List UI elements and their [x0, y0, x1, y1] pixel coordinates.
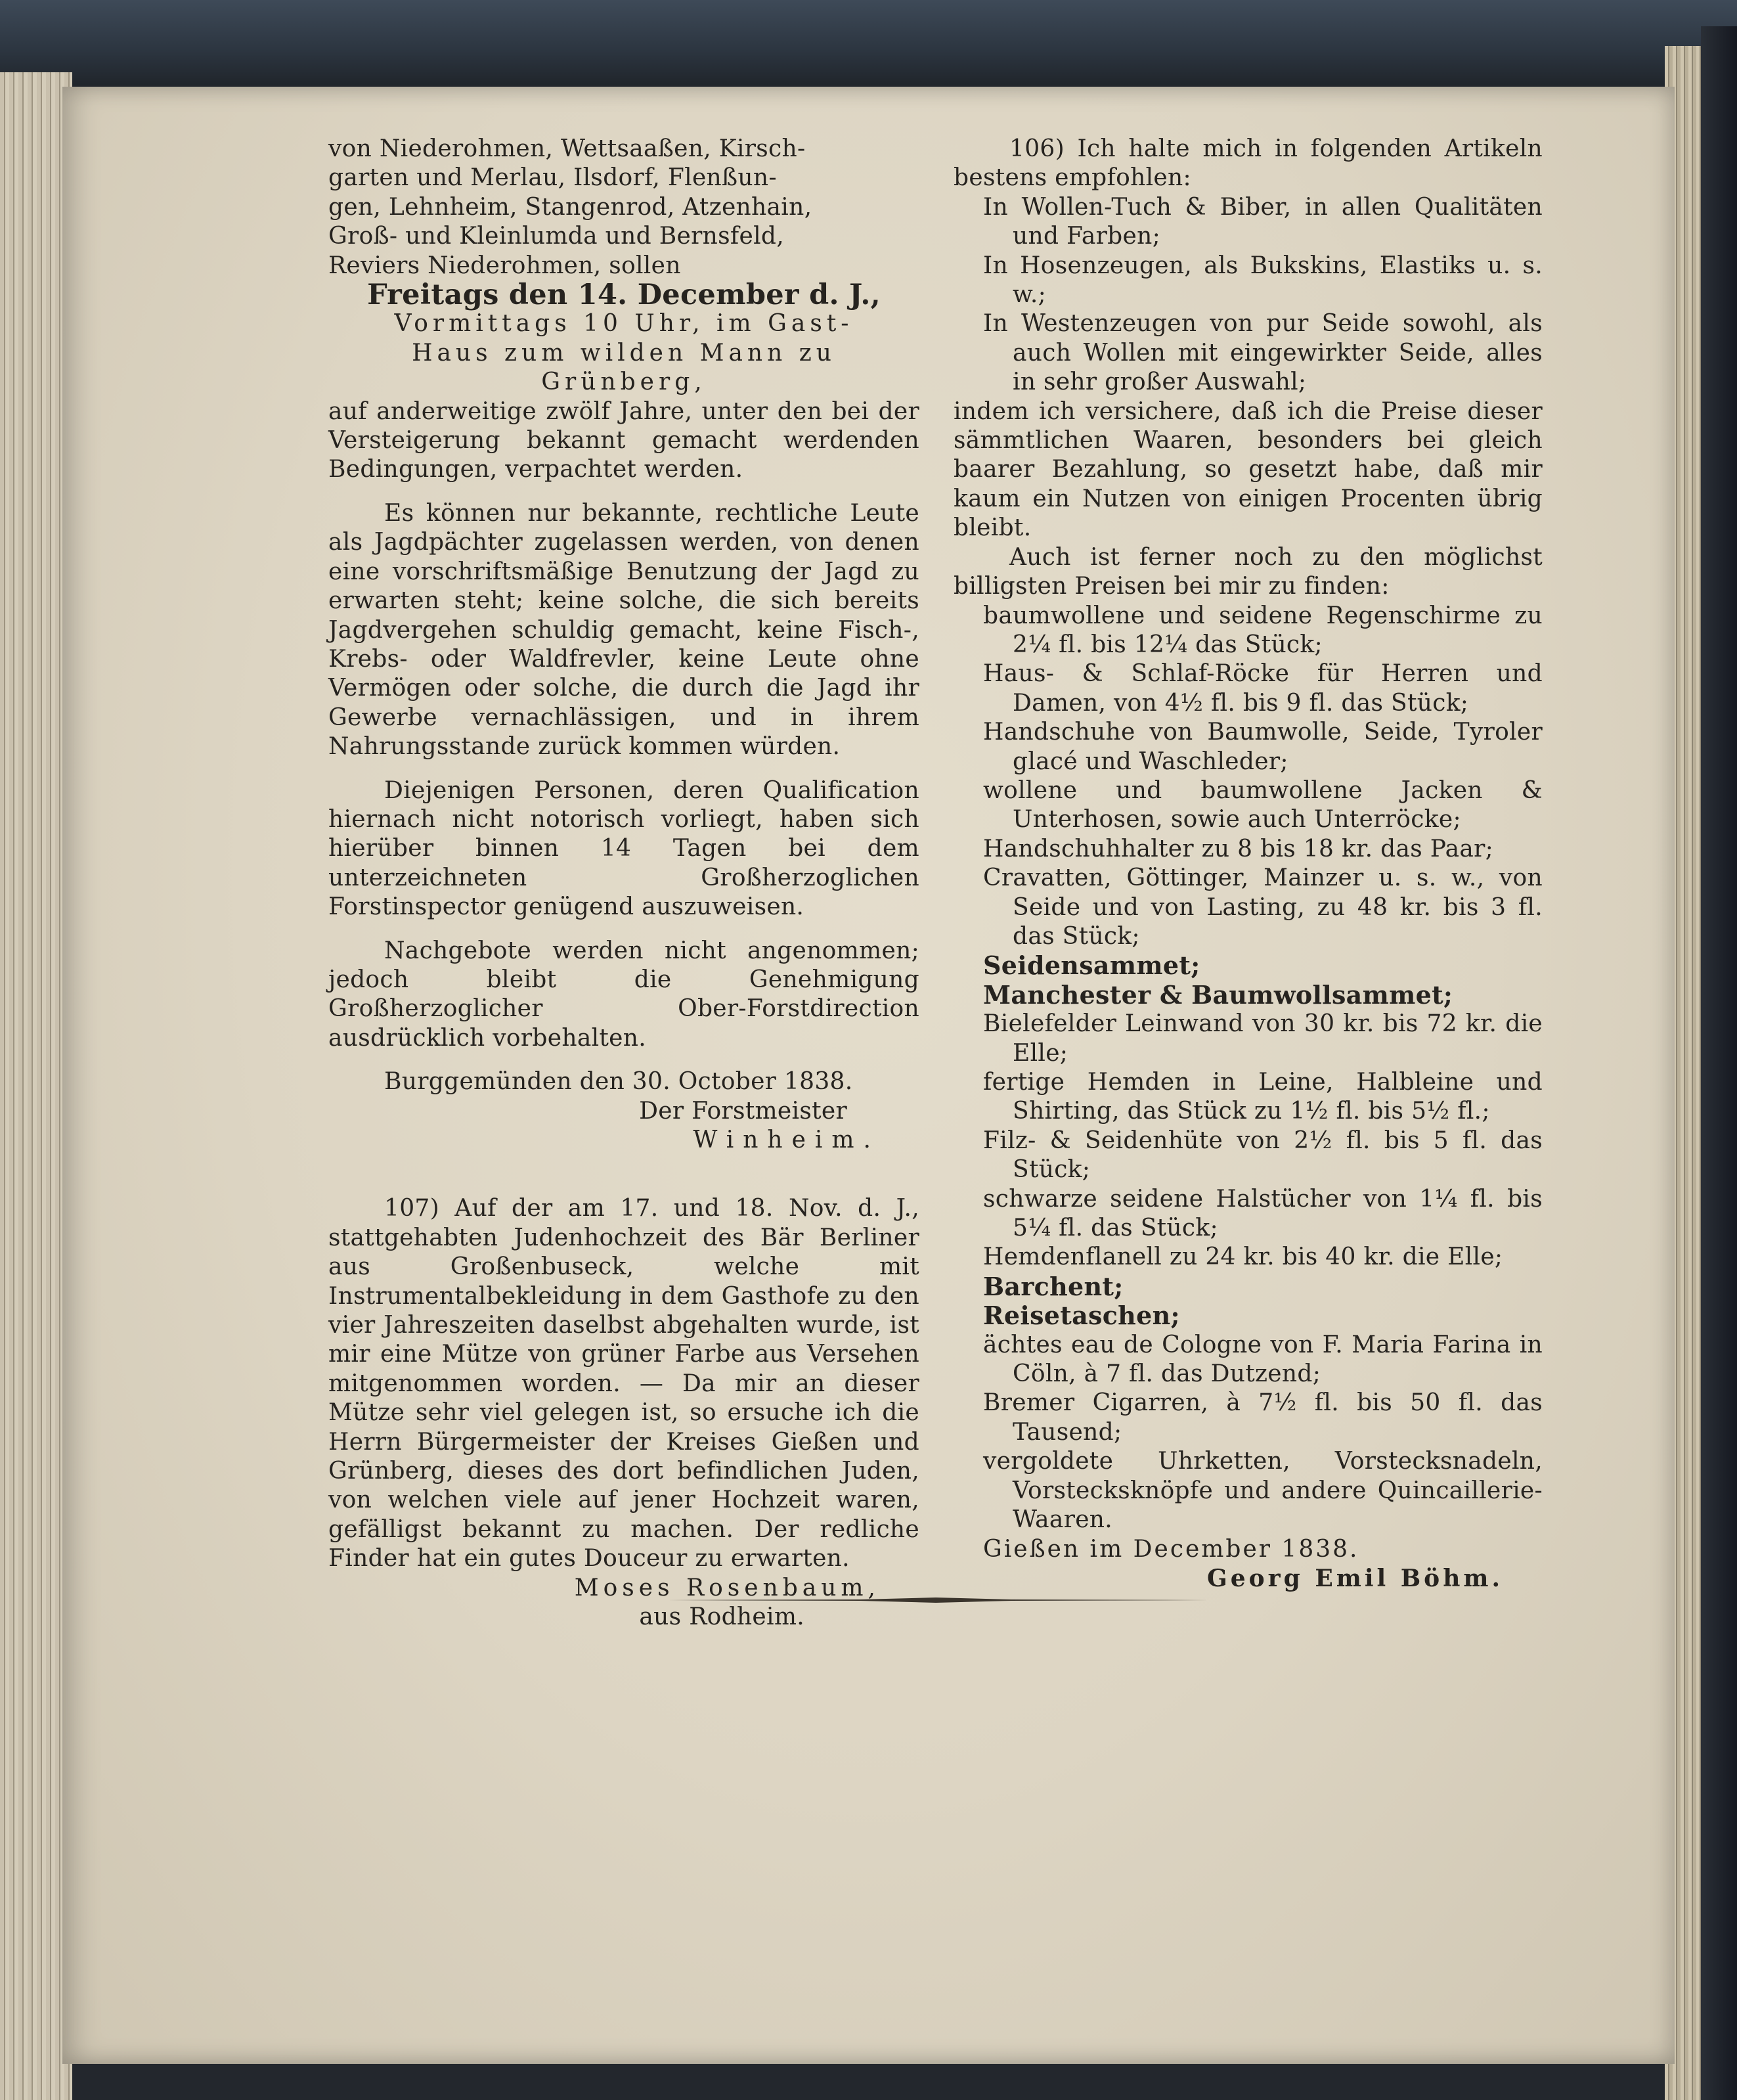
paragraph: Es können nur bekannte, rechtliche Leute als Jagdpächter zugelassen werden, von denen eine vorschriftsmäßige Benutzung der Jagd zu erwarten steht; keine solche, die sich bereits Jagdvergehen schuldig gemacht, keine Fisch-, Krebs- oder Waldfrevler, keine Leute ohne Vermögen oder solche, die durch die Jagd ihr Gewerbe vernachlässigen, und in ihrem Nahrungsstande zurück kommen würden. — [328, 499, 919, 761]
article-item: Bremer Cigarren, à 7½ fl. bis 50 fl. das Tausend; — [983, 1389, 1543, 1446]
auction-place: Haus zum wilden Mann zu — [412, 339, 836, 367]
article-item: wollene und baumwollene Jacken & Unterhosen, sowie auch Unterröcke; — [983, 776, 1543, 834]
notice-107-origin: aus Rodheim. — [639, 1603, 804, 1631]
article-item: In Wollen-Tuch & Biber, in allen Qualitäten und Farben; — [983, 193, 1543, 250]
left-page-edges — [0, 72, 72, 2100]
notice-106-intro: 106) Ich halte mich in folgenden Artikeln bestens empfohlen: — [954, 135, 1543, 192]
intro-line: gen, Lehnheim, Stangenrod, Atzenhain, — [328, 193, 812, 221]
article-item: Haus- & Schlaf-Röcke für Herren und Damen, von 4½ fl. bis 9 fl. das Stück; — [983, 660, 1543, 717]
intro-line: garten und Merlau, Ilsdorf, Flenßun- — [328, 164, 777, 192]
article-item: ächtes eau de Cologne von F. Maria Farina in Cöln, à 7 fl. das Dutzend; — [983, 1331, 1543, 1388]
article-item: baumwollene und seidene Regenschirme zu 2¼ fl. bis 12¼ das Stück; — [983, 602, 1543, 658]
signature-name: Winheim. — [693, 1127, 880, 1153]
article-item: fertige Hemden in Leine, Halbleine und Shirting, das Stück zu 1½ fl. bis 5½ fl.; — [983, 1069, 1543, 1125]
intro-line: Reviers Niederohmen, sollen — [328, 252, 681, 279]
place-date: Burggemünden den 30. October 1838. — [384, 1068, 853, 1096]
article-item: In Westenzeugen von pur Seide sowohl, als auch Wollen mit eingewirkter Seide, alles in sehr großer Auswahl; — [983, 310, 1543, 396]
article-item: Hemdenflanell zu 24 kr. bis 40 kr. die Elle; — [983, 1243, 1503, 1271]
auction-time: Vormittags 10 Uhr, im Gast- — [394, 310, 854, 338]
article-item: In Hosenzeugen, als Bukskins, Elastiks u. s. w.; — [983, 252, 1543, 309]
right-column — [954, 135, 1543, 1593]
right-cover — [1701, 26, 1737, 2100]
article-item: Bielefelder Leinwand von 30 kr. bis 72 kr. die Elle; — [983, 1010, 1543, 1067]
article-item: Cravatten, Göttinger, Mainzer u. s. w., von Seide und von Lasting, zu 48 kr. bis 3 fl. das Stück; — [983, 864, 1543, 950]
paragraph: Nachgebote werden nicht angenommen; jedoch bleibt die Genehmigung Großherzoglicher Ober-Forstdirection ausdrücklich vorbehalten. — [328, 937, 919, 1052]
place-date: Gießen im December 1838. — [983, 1535, 1359, 1563]
book-cover-top — [0, 0, 1737, 85]
further-text: Auch ist ferner noch zu den möglichst billigsten Preisen bei mir zu finden: — [954, 543, 1543, 600]
auction-town: Grünberg, — [541, 369, 707, 396]
left-column — [328, 135, 919, 1632]
assurance-text: indem ich versichere, daß ich die Preise dieser sämmtlichen Waaren, besonders bei gleich baarer Bezahlung, so gesetzt habe, daß mir kaum ein Nutzen von einigen Procenten übrig bleibt. — [954, 397, 1543, 542]
notice-107: 107) Auf der am 17. und 18. Nov. d. J., stattgehabten Judenhochzeit des Bär Berliner aus Großenbuseck, welche mit Instrumentalbekleidung in dem Gasthofe zu den vier Jahreszeiten daselbst abgehalten wurde, ist mir eine Mütze von grüner Farbe aus Versehen mitgenommen worden. — Da mir an dieser Mütze sehr viel gelegen ist, so ersuche ich die Herrn Bürgermeister der Kreises Gießen und Grünberg, dieses des dort befindlichen Juden, von welchen viele auf jener Hochzeit waren, gefälligst bekannt zu machen. Der redliche Finder hat ein gutes Douceur zu erwarten. — [328, 1195, 919, 1573]
article-item: Barchent; — [983, 1271, 1124, 1301]
article-item: Handschuhe von Baumwolle, Seide, Tyroler glacé und Waschleder; — [983, 719, 1543, 775]
article-item: Manchester & Baumwollsammet; — [983, 979, 1453, 1010]
signature: Georg Emil Böhm. — [1207, 1564, 1503, 1592]
article-item: schwarze seidene Halstücher von 1¼ fl. bis 5¼ fl. das Stück; — [983, 1185, 1543, 1242]
signature-title: Der Forstmeister — [639, 1097, 847, 1125]
paragraph: Diejenigen Personen, deren Qualification hiernach nicht notorisch vorliegt, haben sich hierüber binnen 14 Tagen bei dem unterzeichneten Großherzoglichen Forstinspector genügend auszuweisen. — [328, 776, 919, 921]
article-item: Filz- & Seidenhüte von 2½ fl. bis 5 fl. das Stück; — [983, 1127, 1543, 1184]
article-item: vergoldete Uhrketten, Vorstecksnadeln, Vorstecksknöpfe und andere Quincaillerie-Waaren. — [983, 1448, 1543, 1534]
intro-line: Groß- und Kleinlumda und Bernsfeld, — [328, 223, 784, 250]
intro-line: von Niederohmen, Wettsaaßen, Kirsch- — [328, 135, 806, 162]
separator-rule — [663, 1597, 1208, 1603]
article-item: Reisetaschen; — [983, 1301, 1180, 1331]
notice-107-signature: Moses Rosenbaum, — [574, 1574, 880, 1601]
paragraph: auf anderweitige zwölf Jahre, unter den bei der Versteigerung bekannt gemacht werdenden Bedingungen, verpachtet werden. — [328, 397, 919, 483]
auction-date-heading: Freitags den 14. December d. J., — [367, 279, 881, 312]
article-item: Seidensammet; — [983, 950, 1200, 981]
article-item: Handschuhhalter zu 8 bis 18 kr. das Paar; — [983, 835, 1494, 862]
